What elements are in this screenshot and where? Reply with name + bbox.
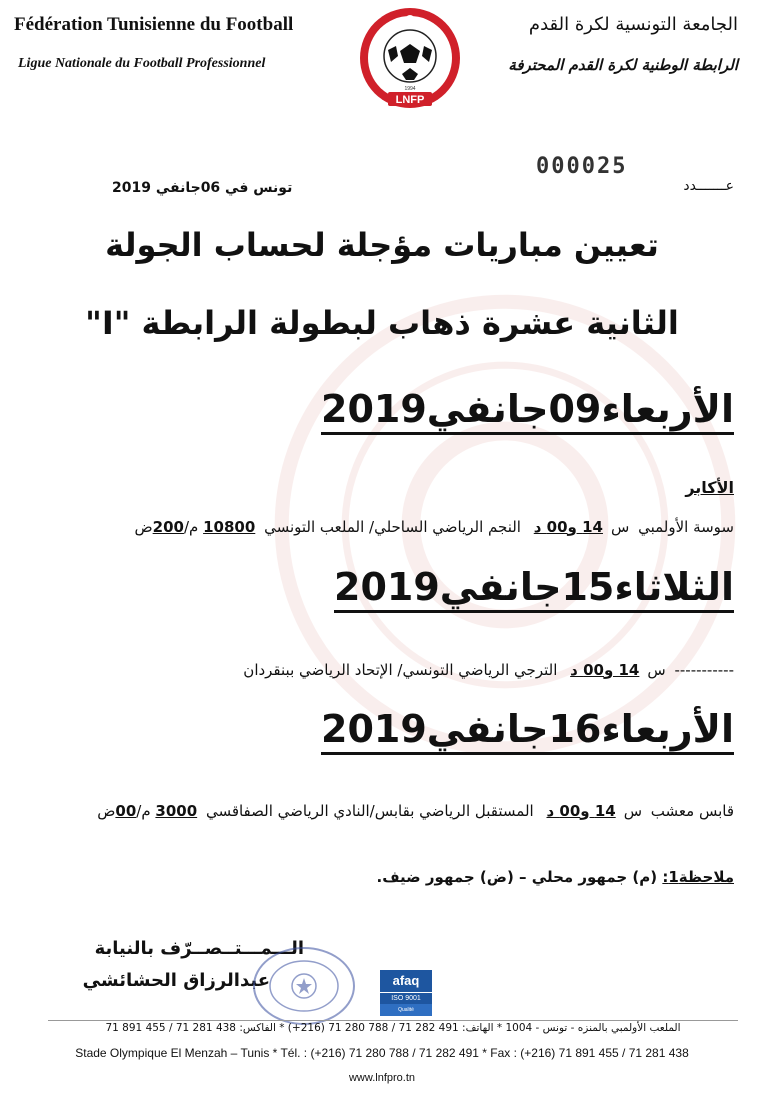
note (377, 868, 735, 886)
footer-address-fr: Stade Olympique El Menzah – Tunis * Tél. : (+216) 71 280 788 / 71 282 491 * Fax : (+216) 71 891 455 / 71 281 438 (75, 1046, 689, 1060)
match-teams: النجم الرياضي الساحلي/ الملعب التونسي (264, 518, 521, 536)
signer-title: الـــمـــتــصــرّف بالنيابة (94, 938, 304, 959)
home-label: م (189, 518, 199, 536)
afaq-brand: afaq (380, 970, 432, 992)
day-heading-3: الأربعاء16جانفي2019 (321, 708, 734, 755)
signer-name: عبدالرزاق الحشائشي (82, 970, 270, 991)
official-stamp-icon (250, 944, 358, 1028)
day-heading-2: الثلاثاء15جانفي2019 (334, 566, 734, 613)
ligue-name-ar: الرابطة الوطنية لكرة القدم المحترفة (508, 56, 738, 74)
footer-website-link[interactable]: www.lnfpro.tn (348, 1072, 416, 1084)
match-venue: قابس معشب (650, 802, 734, 820)
title-line-2: الثانية عشرة ذهاب لبطولة الرابطة "I" (85, 304, 679, 342)
away-count: 00 (115, 802, 137, 820)
home-count: 3000 (155, 802, 198, 820)
match-time: 14 و00 د (533, 518, 603, 536)
lnfp-logo-icon (358, 6, 462, 110)
match-time-prefix: س (647, 661, 666, 679)
ligue-name-fr: Ligue Nationale du Football Professionnel (18, 56, 266, 71)
home-label: م (141, 802, 151, 820)
match-time-prefix: س (610, 518, 630, 536)
match-venue: ----------- (674, 661, 734, 679)
match-time-prefix: س (623, 802, 643, 820)
reference-number: 000025 (536, 154, 628, 179)
match-line-1: سوسة الأولمبي س14 و00 د النجم الرياضي الساحلي/ الملعب التونسي 10800 م/200ض (134, 518, 734, 536)
afaq-certification-badge (380, 970, 432, 1018)
home-count: 10800 (203, 518, 256, 536)
away-label: ض (97, 802, 116, 820)
reference-label: عـــــــدد (683, 178, 734, 194)
away-label: ض (134, 518, 153, 536)
note-text: (م) جمهور محلي – (ض) جمهور ضيف. (376, 868, 658, 886)
afaq-sub: Qualité (380, 1004, 432, 1016)
match-time: 14 و00 د (570, 661, 640, 679)
federation-name-ar: الجامعة التونسية لكرة القدم (528, 14, 738, 35)
date-line: تونس في 06جانفي 2019 (112, 180, 293, 196)
match-teams: المستقبل الرياضي بقابس/النادي الرياضي الصفاقسي (205, 802, 534, 820)
match-line-2 (239, 661, 734, 679)
note-label: ملاحظة1: (662, 868, 734, 886)
category-label: الأكابر (685, 478, 734, 497)
title-line-1: تعيين مباريات مؤجلة لحساب الجولة (105, 226, 659, 264)
day-heading-1: الأربعاء09جانفي2019 (321, 388, 734, 435)
federation-name-fr: Fédération Tunisienne du Football (14, 14, 294, 35)
match-line-3: قابس معشب س14 و00 د المستقبل الرياضي بقابس/النادي الرياضي الصفاقسي 3000 م/00ض (97, 802, 734, 820)
match-venue: سوسة الأولمبي (638, 518, 734, 536)
afaq-iso: ISO 9001 (380, 992, 432, 1004)
logo-year: 1994 (404, 86, 416, 92)
away-count: 200 (152, 518, 184, 536)
match-time: 14 و00 د (546, 802, 616, 820)
logo-text: LNFP (395, 94, 425, 106)
footer-address-ar: الملعب الأولمبي بالمنزه - تونس - 1004 * الهاتف: 491 282 71 / 788 280 71 (216+) * الفاكس: 438 281 71 / 455 891 71 (105, 1022, 681, 1034)
footer-divider (48, 1020, 738, 1021)
match-teams: الترجي الرياضي التونسي/ الإتحاد الرياضي ببنقردان (243, 661, 558, 679)
